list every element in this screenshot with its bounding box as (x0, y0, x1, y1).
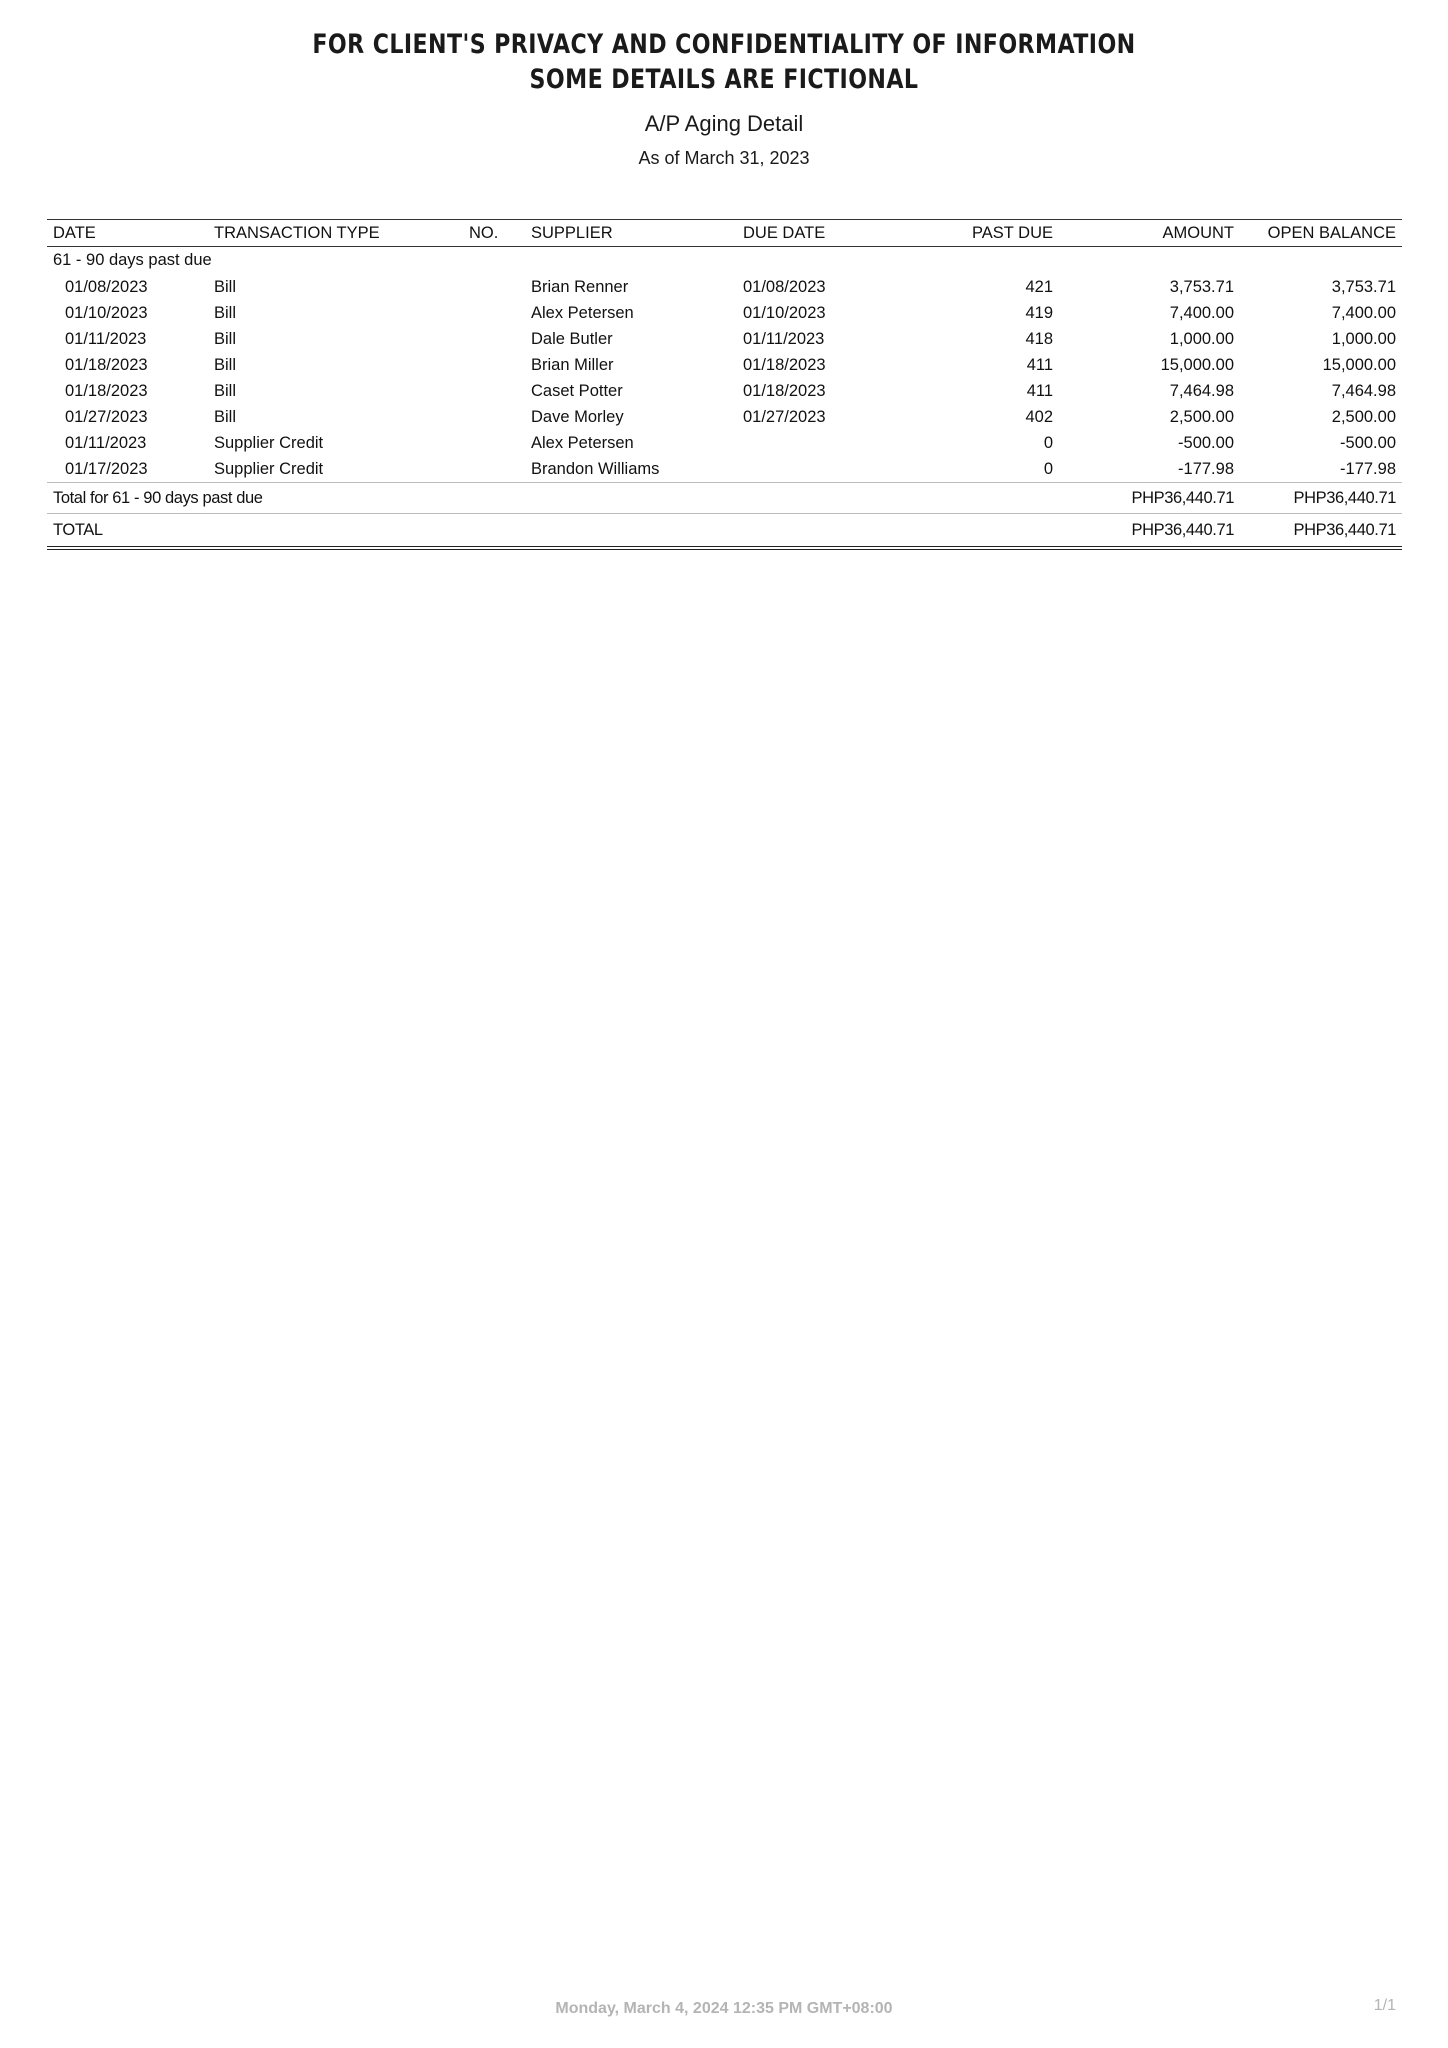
cell-no (463, 326, 525, 352)
cell-open-balance: 15,000.00 (1322, 355, 1396, 374)
cell-amount: 7,400.00 (1169, 303, 1234, 322)
footer-timestamp: Monday, March 4, 2024 12:35 PM GMT+08:00 (555, 2000, 893, 2017)
cell-open-balance: 3,753.71 (1331, 277, 1396, 296)
cell-no (463, 430, 525, 456)
report-title: A/P Aging Detail (644, 111, 804, 136)
cell-transaction-type: Bill (214, 355, 237, 374)
cell-due-date (737, 456, 897, 483)
cell-due-date (737, 430, 897, 456)
cell-transaction-type: Bill (214, 329, 237, 348)
confidentiality-notice-line-2: SOME DETAILS ARE FICTIONAL (529, 64, 919, 95)
subtotal-open-balance: PHP36,440.71 (1240, 483, 1402, 514)
cell-open-balance: 1,000.00 (1331, 329, 1396, 348)
cell-date: 01/11/2023 (65, 329, 147, 348)
cell-transaction-type: Supplier Credit (214, 433, 324, 452)
cell-due-date: 01/18/2023 (743, 381, 826, 400)
grand-total-row (47, 514, 1402, 549)
cell-date: 01/08/2023 (65, 277, 148, 296)
cell-past-due: 0 (1043, 433, 1053, 452)
cell-past-due: 421 (1025, 277, 1053, 296)
cell-amount: 7,464.98 (1169, 381, 1234, 400)
column-header-transaction-type: TRANSACTION TYPE (208, 220, 463, 247)
column-header-date: DATE (47, 220, 208, 247)
cell-amount: -500.00 (1178, 433, 1234, 452)
subtotal-amount: PHP36,440.71 (1059, 483, 1240, 514)
cell-date: 01/27/2023 (65, 407, 148, 426)
cell-past-due: 402 (1025, 407, 1053, 426)
cell-date: 01/10/2023 (65, 303, 148, 322)
cell-supplier: Alex Petersen (531, 433, 634, 452)
cell-past-due: 419 (1025, 303, 1053, 322)
column-header-due-date: DUE DATE (737, 220, 897, 247)
cell-amount: -177.98 (1178, 459, 1234, 478)
table-row (47, 352, 1402, 378)
cell-transaction-type: Bill (214, 407, 237, 426)
cell-transaction-type: Supplier Credit (214, 459, 324, 478)
cell-amount: 2,500.00 (1169, 407, 1234, 426)
cell-transaction-type: Bill (214, 303, 237, 322)
cell-no (463, 378, 525, 404)
cell-date: 01/18/2023 (65, 381, 148, 400)
total-open-balance: PHP36,440.71 (1240, 514, 1402, 549)
cell-date: 01/11/2023 (65, 433, 147, 452)
cell-past-due: 411 (1026, 381, 1053, 400)
cell-date: 01/17/2023 (65, 459, 148, 478)
cell-past-due: 411 (1026, 355, 1053, 374)
table-row (47, 456, 1402, 483)
cell-no (463, 456, 525, 483)
cell-supplier: Brian Miller (531, 355, 614, 374)
cell-date: 01/18/2023 (65, 355, 148, 374)
cell-supplier: Alex Petersen (531, 303, 634, 322)
column-header-amount: AMOUNT (1059, 220, 1240, 247)
section-label: 61 - 90 days past due (53, 251, 212, 269)
cell-supplier: Dave Morley (531, 407, 624, 426)
cell-no (463, 274, 525, 300)
column-header-open-balance: OPEN BALANCE (1240, 220, 1402, 247)
cell-open-balance: 7,400.00 (1331, 303, 1396, 322)
table-row (47, 274, 1402, 300)
aging-detail-table (47, 219, 1402, 550)
cell-open-balance: -177.98 (1340, 459, 1396, 478)
cell-no (463, 300, 525, 326)
cell-no (463, 352, 525, 378)
subtotal-label: Total for 61 - 90 days past due (47, 483, 1059, 514)
table-row (47, 430, 1402, 456)
cell-due-date: 01/10/2023 (743, 303, 826, 322)
cell-supplier: Brandon Williams (531, 459, 660, 478)
cell-transaction-type: Bill (214, 381, 237, 400)
page-number: 1/1 (1373, 1997, 1396, 2014)
table-row (47, 378, 1402, 404)
table-row (47, 404, 1402, 430)
cell-no (463, 404, 525, 430)
table-header-row (47, 220, 1402, 247)
cell-due-date: 01/18/2023 (743, 355, 826, 374)
cell-amount: 3,753.71 (1169, 277, 1234, 296)
column-header-past-due: PAST DUE (897, 220, 1059, 247)
cell-due-date: 01/27/2023 (743, 407, 826, 426)
cell-open-balance: 2,500.00 (1331, 407, 1396, 426)
cell-amount: 1,000.00 (1169, 329, 1234, 348)
cell-open-balance: -500.00 (1340, 433, 1396, 452)
cell-amount: 15,000.00 (1160, 355, 1234, 374)
table-row (47, 300, 1402, 326)
cell-supplier: Dale Butler (531, 329, 613, 348)
total-amount: PHP36,440.71 (1059, 514, 1240, 549)
cell-due-date: 01/11/2023 (743, 329, 825, 348)
cell-past-due: 418 (1025, 329, 1053, 348)
section-header-row (47, 247, 1402, 275)
cell-supplier: Caset Potter (531, 381, 623, 400)
section-subtotal-row (47, 483, 1402, 514)
confidentiality-notice-line-1: FOR CLIENT'S PRIVACY AND CONFIDENTIALITY OF INFORMATION (312, 29, 1136, 60)
cell-open-balance: 7,464.98 (1331, 381, 1396, 400)
cell-transaction-type: Bill (214, 277, 237, 296)
report-as-of-date: As of March 31, 2023 (638, 148, 810, 168)
column-header-no: NO. (463, 220, 525, 247)
cell-past-due: 0 (1043, 459, 1053, 478)
column-header-supplier: SUPPLIER (525, 220, 737, 247)
cell-due-date: 01/08/2023 (743, 277, 826, 296)
total-label: TOTAL (47, 514, 1059, 549)
cell-supplier: Brian Renner (531, 277, 629, 296)
table-row (47, 326, 1402, 352)
